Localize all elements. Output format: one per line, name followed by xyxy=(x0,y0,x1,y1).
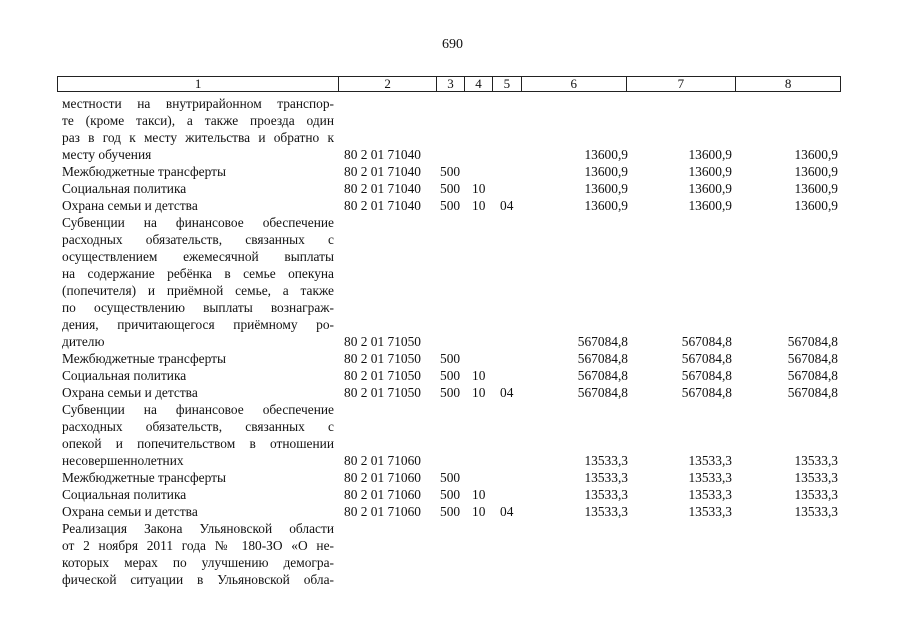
amount-col-7: 13533,3 xyxy=(688,453,732,468)
row-label: фической ситуации в Ульяновской обла- xyxy=(62,572,334,587)
amount-col-7: 13600,9 xyxy=(688,147,732,162)
expense-type: 500 xyxy=(440,368,461,383)
amount-col-8: 13600,9 xyxy=(794,198,838,213)
row-label: на содержание ребёнка в семье опекуна xyxy=(62,266,334,281)
amount-col-6: 13600,9 xyxy=(584,164,628,179)
section: 10 xyxy=(472,198,486,213)
row-label: Реализация Закона Ульяновской области xyxy=(62,521,334,536)
table-row xyxy=(62,418,852,435)
table-row xyxy=(62,282,852,299)
section: 10 xyxy=(472,368,486,383)
amount-col-7: 13600,9 xyxy=(688,181,732,196)
table-row xyxy=(62,537,852,554)
row-label: Социальная политика xyxy=(62,487,187,502)
table-row xyxy=(62,520,852,537)
column-header-1: 1 xyxy=(58,77,339,91)
amount-col-6: 13533,3 xyxy=(584,504,628,519)
section: 10 xyxy=(472,385,486,400)
target-code: 80 2 01 71040 xyxy=(344,198,421,213)
row-label: Охрана семьи и детства xyxy=(62,198,198,213)
row-label: (попечителя) и приёмной семье, а также xyxy=(62,283,334,298)
table-row xyxy=(62,384,852,401)
target-code: 80 2 01 71050 xyxy=(344,385,421,400)
column-header-5: 5 xyxy=(493,77,522,91)
expense-type: 500 xyxy=(440,164,461,179)
expense-type: 500 xyxy=(440,504,461,519)
amount-col-8: 567084,8 xyxy=(787,368,838,383)
column-header-row xyxy=(57,76,841,92)
row-label: Межбюджетные трансферты xyxy=(62,351,226,366)
page-number: 690 xyxy=(442,37,463,52)
row-label: раз в год к месту жительства и обратно к xyxy=(62,130,334,145)
amount-col-8: 13533,3 xyxy=(794,470,838,485)
subsection: 04 xyxy=(500,385,514,400)
table-row xyxy=(62,503,852,520)
table-row xyxy=(62,265,852,282)
table-row xyxy=(62,248,852,265)
column-header-6: 6 xyxy=(522,77,627,91)
amount-col-8: 567084,8 xyxy=(787,385,838,400)
amount-col-6: 567084,8 xyxy=(577,351,628,366)
row-label: Социальная политика xyxy=(62,181,187,196)
table-row xyxy=(62,112,852,129)
amount-col-8: 13600,9 xyxy=(794,181,838,196)
table-row xyxy=(62,197,852,214)
table-row xyxy=(62,95,852,112)
row-label: те (кроме такси), а также проезда один xyxy=(62,113,334,128)
table-row xyxy=(62,469,852,486)
target-code: 80 2 01 71040 xyxy=(344,164,421,179)
table-body xyxy=(62,95,852,588)
table-row xyxy=(62,435,852,452)
column-header-2: 2 xyxy=(339,77,437,91)
amount-col-6: 13600,9 xyxy=(584,198,628,213)
table-row xyxy=(62,554,852,571)
row-label: расходных обязательств, связанных с xyxy=(62,419,334,434)
amount-col-6: 13533,3 xyxy=(584,487,628,502)
target-code: 80 2 01 71060 xyxy=(344,453,421,468)
table-row xyxy=(62,163,852,180)
section: 10 xyxy=(472,487,486,502)
expense-type: 500 xyxy=(440,385,461,400)
table-row xyxy=(62,180,852,197)
row-label: Субвенции на финансовое обеспечение xyxy=(62,215,334,230)
table-row xyxy=(62,214,852,231)
amount-col-6: 567084,8 xyxy=(577,385,628,400)
amount-col-8: 13533,3 xyxy=(794,504,838,519)
amount-col-6: 567084,8 xyxy=(577,368,628,383)
amount-col-8: 567084,8 xyxy=(787,334,838,349)
expense-type: 500 xyxy=(440,470,461,485)
column-header-8: 8 xyxy=(784,76,792,91)
amount-col-7: 13533,3 xyxy=(688,487,732,502)
amount-col-7: 13533,3 xyxy=(688,470,732,485)
table-row xyxy=(62,571,852,588)
row-label: дения, причитающегося приёмному ро- xyxy=(62,317,334,332)
amount-col-6: 13533,3 xyxy=(584,453,628,468)
table-row xyxy=(62,401,852,418)
amount-col-7: 13533,3 xyxy=(688,504,732,519)
row-label: дителю xyxy=(62,334,105,349)
row-label: местности на внутрирайонном транспор- xyxy=(62,96,334,111)
row-label: Субвенции на финансовое обеспечение xyxy=(62,402,334,417)
amount-col-6: 13600,9 xyxy=(584,181,628,196)
section: 10 xyxy=(472,504,486,519)
expense-type: 500 xyxy=(440,198,461,213)
table-row xyxy=(62,316,852,333)
table-row xyxy=(62,231,852,248)
section: 10 xyxy=(472,181,486,196)
row-label: Межбюджетные трансферты xyxy=(62,470,226,485)
row-label: Межбюджетные трансферты xyxy=(62,164,226,179)
row-label: по осуществлению выплаты вознаграж- xyxy=(62,300,334,315)
amount-col-7: 567084,8 xyxy=(681,351,732,366)
table-row xyxy=(62,146,852,163)
row-label: от 2 ноября 2011 года № 180-ЗО «О не- xyxy=(62,538,334,553)
column-header-3: 3 xyxy=(437,77,465,91)
expense-type: 500 xyxy=(440,487,461,502)
amount-col-7: 567084,8 xyxy=(681,385,732,400)
amount-col-7: 567084,8 xyxy=(681,334,732,349)
amount-col-6: 13533,3 xyxy=(584,470,628,485)
row-label: Охрана семьи и детства xyxy=(62,504,198,519)
amount-col-8: 13600,9 xyxy=(794,164,838,179)
amount-col-6: 13600,9 xyxy=(584,147,628,162)
table-row xyxy=(62,452,852,469)
amount-col-7: 13600,9 xyxy=(688,198,732,213)
target-code: 80 2 01 71040 xyxy=(344,147,421,162)
expense-type: 500 xyxy=(440,351,461,366)
row-label: Социальная политика xyxy=(62,368,187,383)
target-code: 80 2 01 71060 xyxy=(344,504,421,519)
subsection: 04 xyxy=(500,198,514,213)
row-label: опекой и попечительством в отношении xyxy=(62,436,334,451)
amount-col-7: 567084,8 xyxy=(681,368,732,383)
subsection: 04 xyxy=(500,504,514,519)
expense-type: 500 xyxy=(440,181,461,196)
row-label: Охрана семьи и детства xyxy=(62,385,198,400)
row-label: которых мерах по улучшению демогра- xyxy=(62,555,334,570)
amount-col-8: 13533,3 xyxy=(794,453,838,468)
column-header-7: 7 xyxy=(627,77,737,91)
column-header-4: 4 xyxy=(465,77,493,91)
amount-col-6: 567084,8 xyxy=(577,334,628,349)
row-label: месту обучения xyxy=(62,147,152,162)
amount-col-8: 567084,8 xyxy=(787,351,838,366)
table-row xyxy=(62,129,852,146)
target-code: 80 2 01 71060 xyxy=(344,470,421,485)
amount-col-8: 13533,3 xyxy=(794,487,838,502)
table-row xyxy=(62,350,852,367)
table-row xyxy=(62,299,852,316)
target-code: 80 2 01 71050 xyxy=(344,368,421,383)
target-code: 80 2 01 71040 xyxy=(344,181,421,196)
amount-col-7: 13600,9 xyxy=(688,164,732,179)
target-code: 80 2 01 71050 xyxy=(344,351,421,366)
row-label: осуществлением ежемесячной выплаты xyxy=(62,249,334,264)
row-label: несовершеннолетних xyxy=(62,453,184,468)
target-code: 80 2 01 71050 xyxy=(344,334,421,349)
target-code: 80 2 01 71060 xyxy=(344,487,421,502)
table-row xyxy=(62,486,852,503)
table-row xyxy=(62,333,852,350)
amount-col-8: 13600,9 xyxy=(794,147,838,162)
row-label: расходных обязательств, связанных с xyxy=(62,232,334,247)
table-row xyxy=(62,367,852,384)
